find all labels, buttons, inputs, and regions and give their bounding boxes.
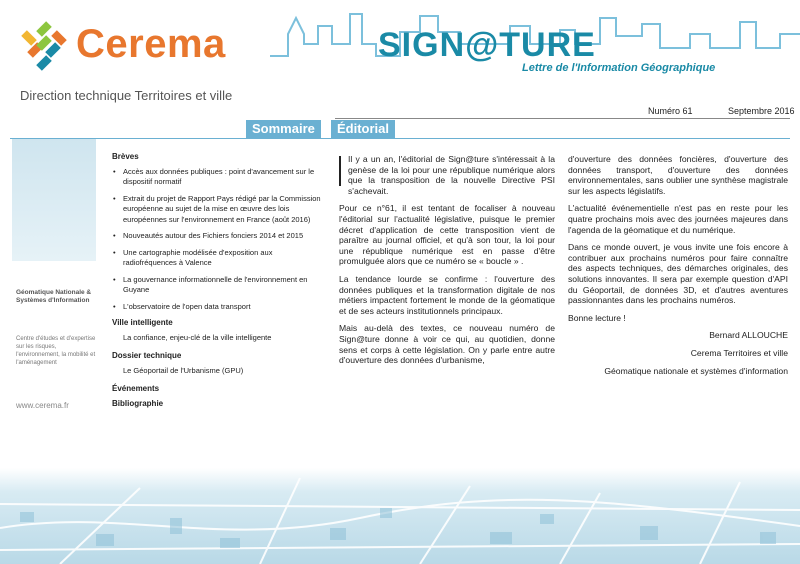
section-evenements: Événements	[112, 384, 160, 393]
paragraph: Dans ce monde ouvert, je vous invite une fois encore à contribuer aux prochains numéros pour faire connaître des aspects techniques, des démarches originales, des solutions innovantes. Il sera par exemple question d'API du Géoportail, de données 3D, et d'autres aventures passionnantes dans les prochains numéros.	[568, 242, 788, 306]
signature-name: Bernard ALLOUCHE	[709, 330, 788, 341]
issue-date: Septembre 2016	[728, 106, 795, 116]
list-item: • Nouveautés autour des Fichiers fonciers 2014 et 2015	[112, 231, 322, 242]
issue-number: Numéro 61	[648, 106, 693, 116]
editorial-column-1	[339, 154, 555, 373]
section-dossier: Dossier technique	[112, 351, 182, 360]
paragraph: Mais au-delà des textes, ce nouveau numéro de Sign@ture donne à voir ce qui, au quotidien, donne sens et corps à cette législation. On y parle entre autre d'ouverture des données d'urbanisme,	[339, 323, 555, 366]
paragraph: La tendance lourde se confirme : l'ouverture des données publiques et la transformation digitale de nos métiers impactent fortement le monde de la géomatique et de ses acteurs institutionnels principaux.	[339, 273, 555, 316]
paragraph: Il y a un an, l'éditorial de Sign@ture s'intéressait à la genèse de la loi pour une république numérique alors que la transposition de la nouvelle Directive PSI s'achevait.	[348, 154, 555, 196]
section-ville: Ville intelligente	[112, 318, 173, 327]
section-breves: Brèves	[112, 152, 139, 161]
table-of-contents	[112, 152, 322, 413]
sidebar-band	[12, 139, 96, 261]
sidebar	[12, 139, 96, 445]
signature-org: Cerema Territoires et ville	[690, 347, 788, 358]
signature-banner	[270, 4, 800, 88]
editorial-column-2	[568, 154, 788, 383]
paragraph: Bonne lecture !	[568, 312, 626, 323]
signature-subtitle: Lettre de l'Information Géographique	[522, 62, 716, 74]
list-item: Le Géoportail de l'Urbanisme (GPU)	[123, 365, 244, 375]
paragraph: d'ouverture des données foncières, d'ouverture des données transport, d'ouverture des données environnementales, sans oublier une synthèse magistrale sur les aspects législatifs.	[568, 154, 788, 196]
sidebar-department: Géomatique Nationale & Systèmes d'Information	[16, 289, 92, 304]
sidebar-website: www.cerema.fr	[16, 401, 69, 410]
sidebar-description: Centre d'études et d'expertise sur les risques, l'environnement, la mobilité et l'aménagement	[16, 336, 96, 366]
cerema-logo-icon	[18, 20, 70, 72]
logo-text: Cerema	[76, 22, 226, 66]
direction-subtitle: Direction technique Territoires et ville	[20, 88, 233, 103]
signature-title: SIGN@TURE	[378, 26, 596, 64]
list-item: • Extrait du projet de Rapport Pays rédigé par la Commission européenne au sujet de la mise en œuvre des lois européennes sur l'environnement en France (août 2016)	[112, 194, 322, 226]
list-item: La confiance, enjeu-clé de la ville intelligente	[123, 332, 272, 342]
list-item: • La gouvernance informationnelle de l'environnement en Guyane	[112, 275, 322, 296]
divider	[10, 138, 790, 139]
signature-org: Géomatique nationale et systèmes d'information	[604, 365, 788, 376]
list-item: • L'observatoire de l'open data transport	[112, 302, 322, 313]
tab-editorial: Éditorial	[331, 120, 395, 138]
paragraph: Pour ce n°61, il est tentant de focaliser à nouveau l'éditorial sur l'actualité législative, puisque le premier décret d'application de cette transposition vient de paraître au journal officiel, et qu'à son tour, la loi pour une république numérique est en passe d'être promulguée alors que ce numéro se « boucle » .	[339, 203, 555, 267]
list-item: • Accès aux données publiques : point d'avancement sur le dispositif normatif	[112, 167, 322, 188]
paragraph: L'actualité événementielle n'est pas en reste pour les quatre prochains mois avec des journées majeures dans l'agenda de la géomatique et du numérique.	[568, 203, 788, 235]
section-bibliographie: Bibliographie	[112, 398, 164, 408]
tab-sommaire: Sommaire	[246, 120, 321, 138]
divider	[335, 118, 790, 119]
list-item: • Une cartographie modélisée d'exposition aux radiofréquences à Valence	[112, 248, 322, 269]
footer-map-image	[0, 468, 800, 564]
cerema-logo	[18, 18, 278, 76]
